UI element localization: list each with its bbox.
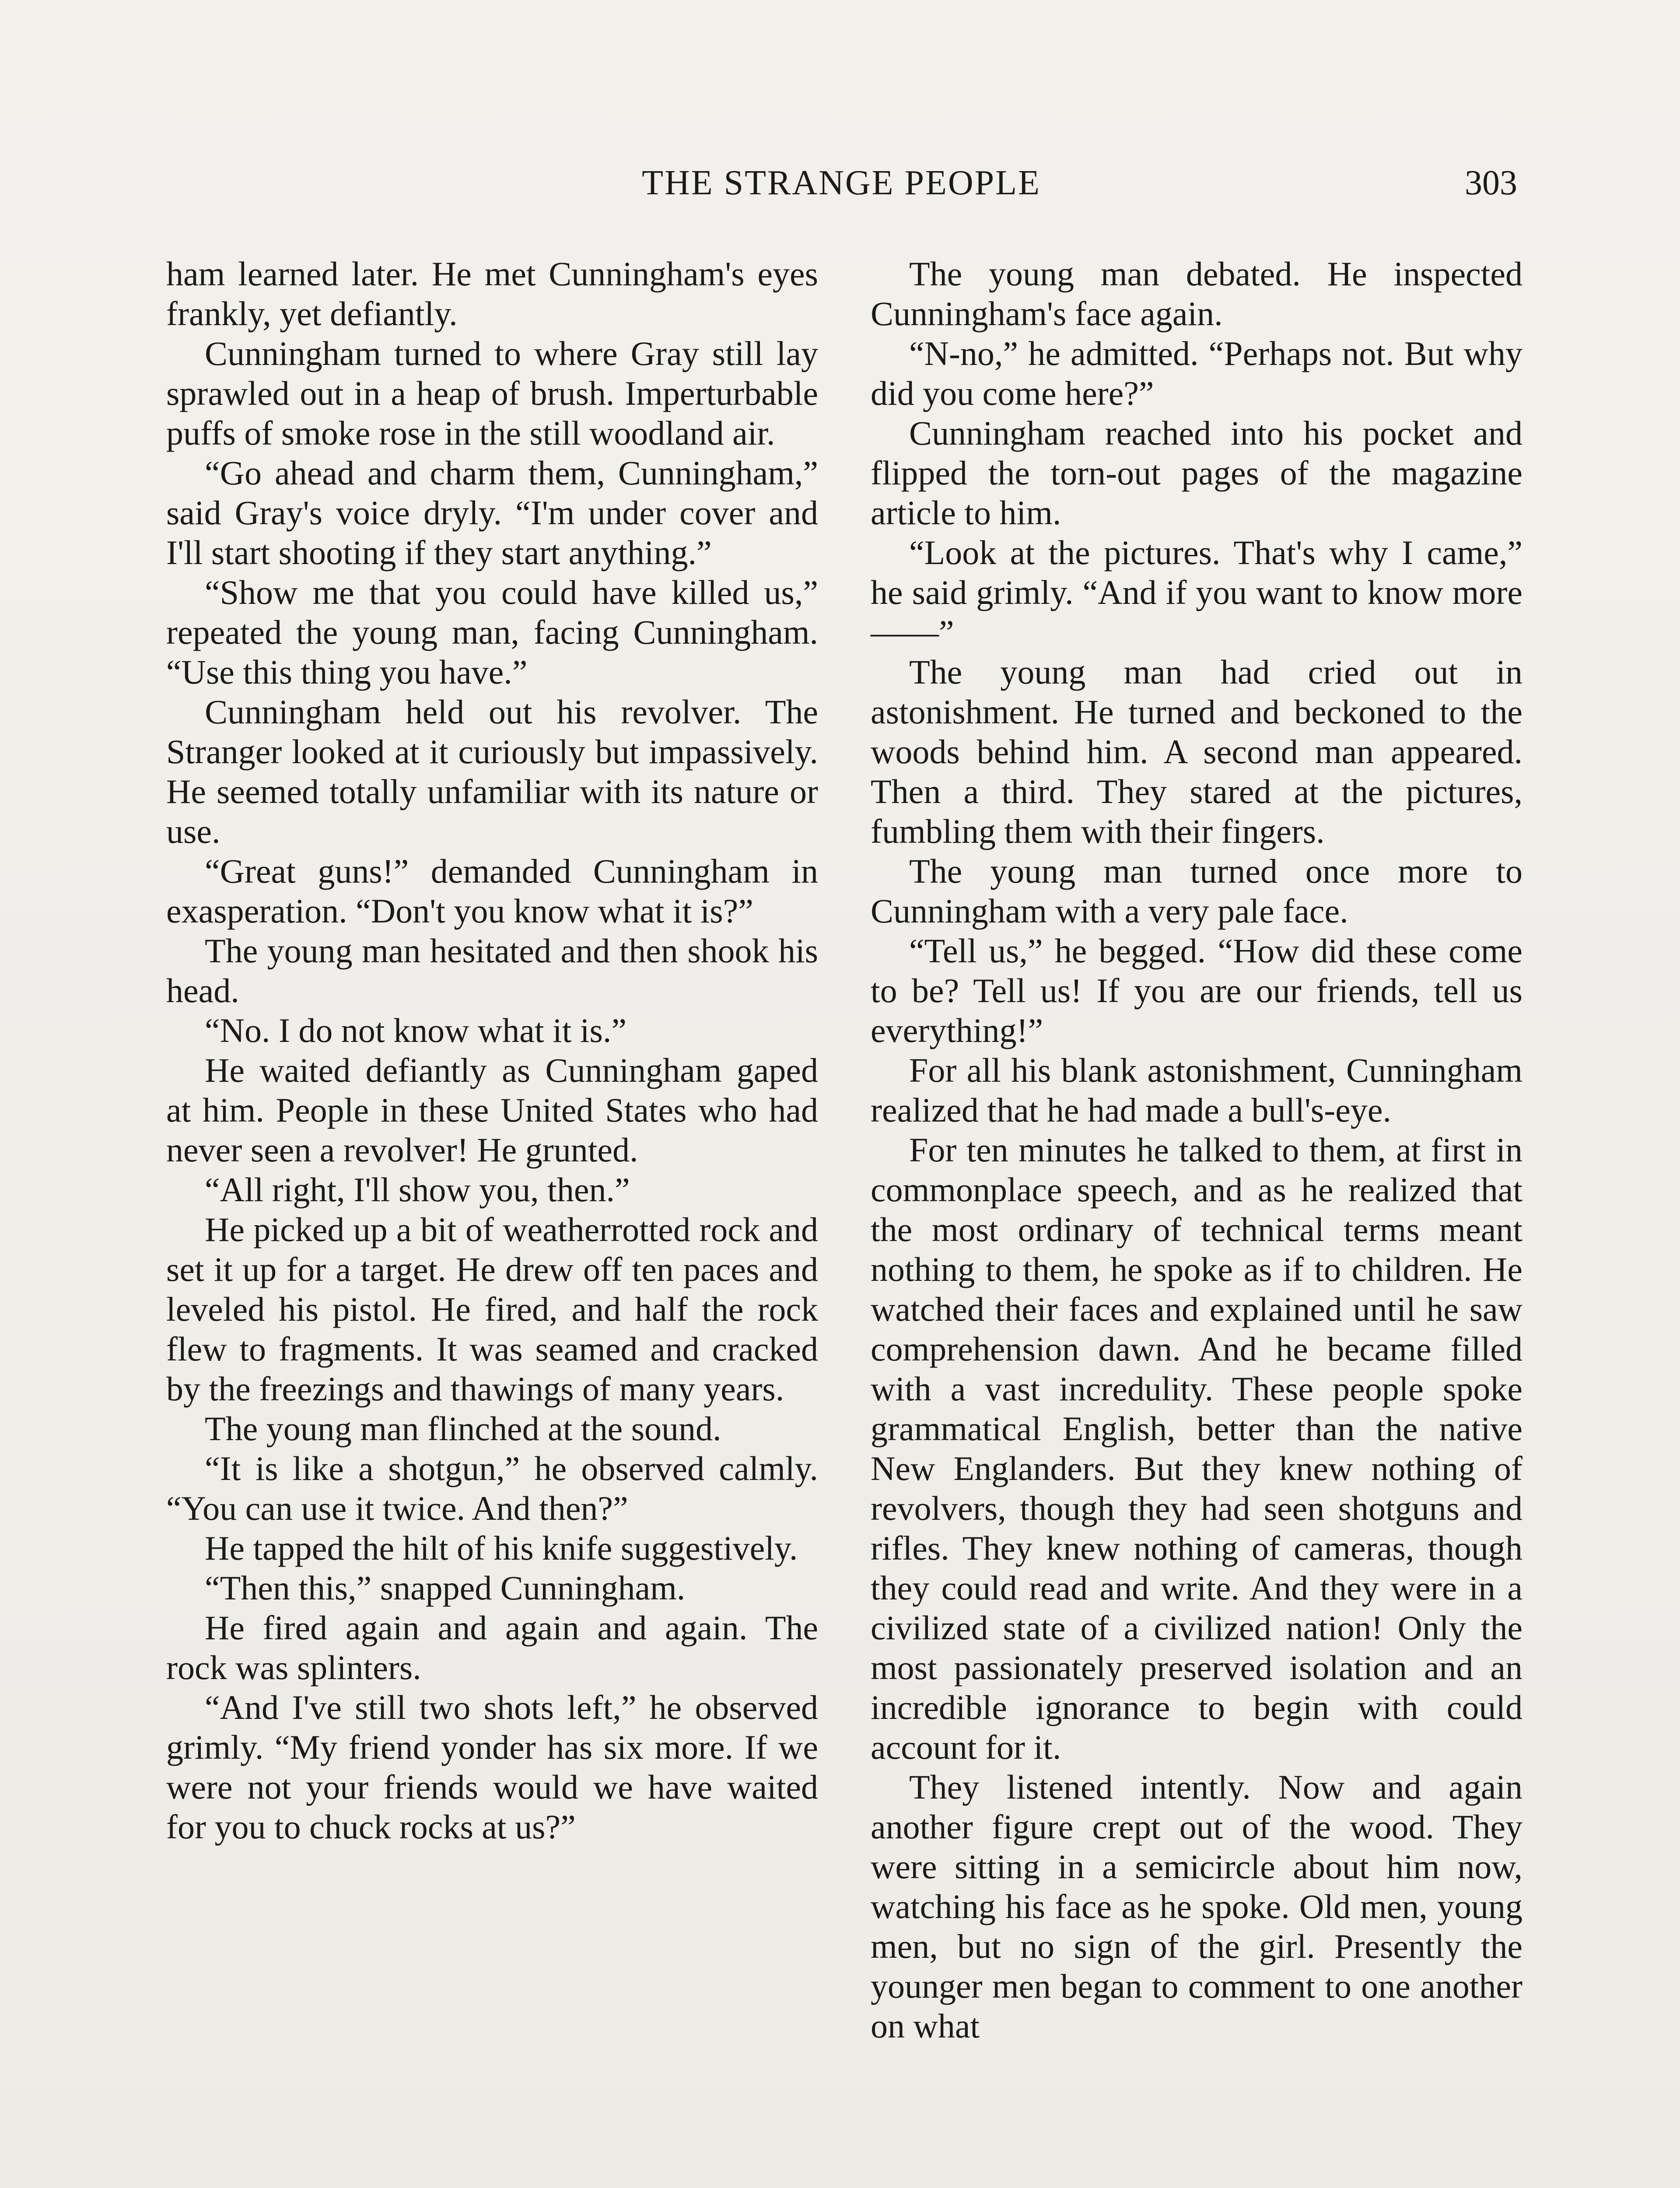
paragraph: “Show me that you could have killed us,” repeated the young man, facing Cunningham. “Use this thing you have.”	[166, 573, 818, 691]
paragraph: “No. I do not know what it is.”	[205, 1011, 627, 1049]
paragraph: “Great guns!” demanded Cunningham in exasperation. “Don't you know what it is?”	[166, 852, 818, 930]
paragraph: “N-no,” he admitted. “Perhaps not. But why did you come here?”	[871, 334, 1522, 412]
paragraph: He fired again and again and again. The rock was splinters.	[166, 1609, 818, 1687]
paragraph: For ten minutes he talked to them, at first in commonplace speech, and as he realized that the most ordinary of technical terms meant nothing to them, he spoke as if to children. He watched their faces and explained until he saw comprehension dawn. And he became filled with a vast incredulity. These people spoke grammatical English, better than the native New Englanders. But they knew nothing of revolvers, though they had seen shotguns and rifles. They knew nothing of cameras, though they could read and write. And they were in a civilized state of a civilized nation! Only the most passionately preserved isolation and an incredible ignorance to begin with could account for it.	[871, 1131, 1522, 1766]
paragraph: The young man had cried out in astonishment. He turned and beckoned to the woods behind him. A second man appeared. Then a third. They stared at the pictures, fumbling them with their fingers.	[871, 653, 1522, 850]
paragraph: “Go ahead and charm them, Cunningham,” said Gray's voice dryly. “I'm under cover and I'll start shooting if they start anything.”	[166, 454, 818, 572]
left-text-column	[166, 254, 818, 1847]
paragraph: Cunningham reached into his pocket and flipped the torn-out pages of the magazine article to him.	[871, 414, 1522, 532]
paragraph: Cunningham turned to where Gray still lay sprawled out in a heap of brush. Imperturbable puffs of smoke rose in the still woodland air.	[166, 334, 818, 452]
paragraph: ham learned later. He met Cunningham's eyes frankly, yet defiantly.	[166, 255, 818, 333]
paragraph: He waited defiantly as Cunningham gaped at him. People in these United States who had never seen a revolver! He grunted.	[166, 1051, 818, 1169]
paragraph: Cunningham held out his revolver. The Stranger looked at it curiously but impassively. He seemed totally unfamiliar with its nature or use.	[166, 693, 818, 850]
paragraph: For all his blank astonishment, Cunningham realized that he had made a bull's-eye.	[871, 1051, 1522, 1129]
paragraph: They listened intently. Now and again another figure crept out of the wood. They were sitting in a semicircle about him now, watching his face as he spoke. Old men, young men, but no sign of the girl. Presently the younger men began to comment to one another on what	[871, 1768, 1522, 2045]
running-title: THE STRANGE PEOPLE	[642, 164, 1041, 202]
paragraph: The young man flinched at the sound.	[205, 1410, 721, 1448]
paragraph: The young man debated. He inspected Cunningham's face again.	[871, 255, 1522, 333]
paragraph: The young man turned once more to Cunningham with a very pale face.	[871, 852, 1522, 930]
paragraph: “Tell us,” he begged. “How did these come to be? Tell us! If you are our friends, tell us everything!”	[871, 932, 1522, 1049]
paragraph: “And I've still two shots left,” he observed grimly. “My friend yonder has six more. If we were not your friends would we have waited for you to chuck rocks at us?”	[166, 1688, 818, 1846]
right-text-column	[871, 254, 1522, 2046]
paragraph: “All right, I'll show you, then.”	[205, 1171, 630, 1209]
running-header	[165, 161, 1517, 205]
paragraph: “Look at the pictures. That's why I came,” he said grimly. “And if you want to know more——”	[871, 533, 1522, 651]
paragraph: “Then this,” snapped Cunningham.	[205, 1569, 686, 1607]
paragraph: “It is like a shotgun,” he observed calmly. “You can use it twice. And then?”	[166, 1449, 818, 1527]
paragraph: He tapped the hilt of his knife suggestively.	[205, 1529, 798, 1567]
paragraph: He picked up a bit of weatherrotted rock and set it up for a target. He drew off ten paces and leveled his pistol. He fired, and half the rock flew to fragments. It was seamed and cracked by the freezings and thawings of many years.	[166, 1210, 818, 1408]
paragraph: The young man hesitated and then shook his head.	[166, 932, 818, 1010]
page-number: 303	[1465, 164, 1517, 202]
